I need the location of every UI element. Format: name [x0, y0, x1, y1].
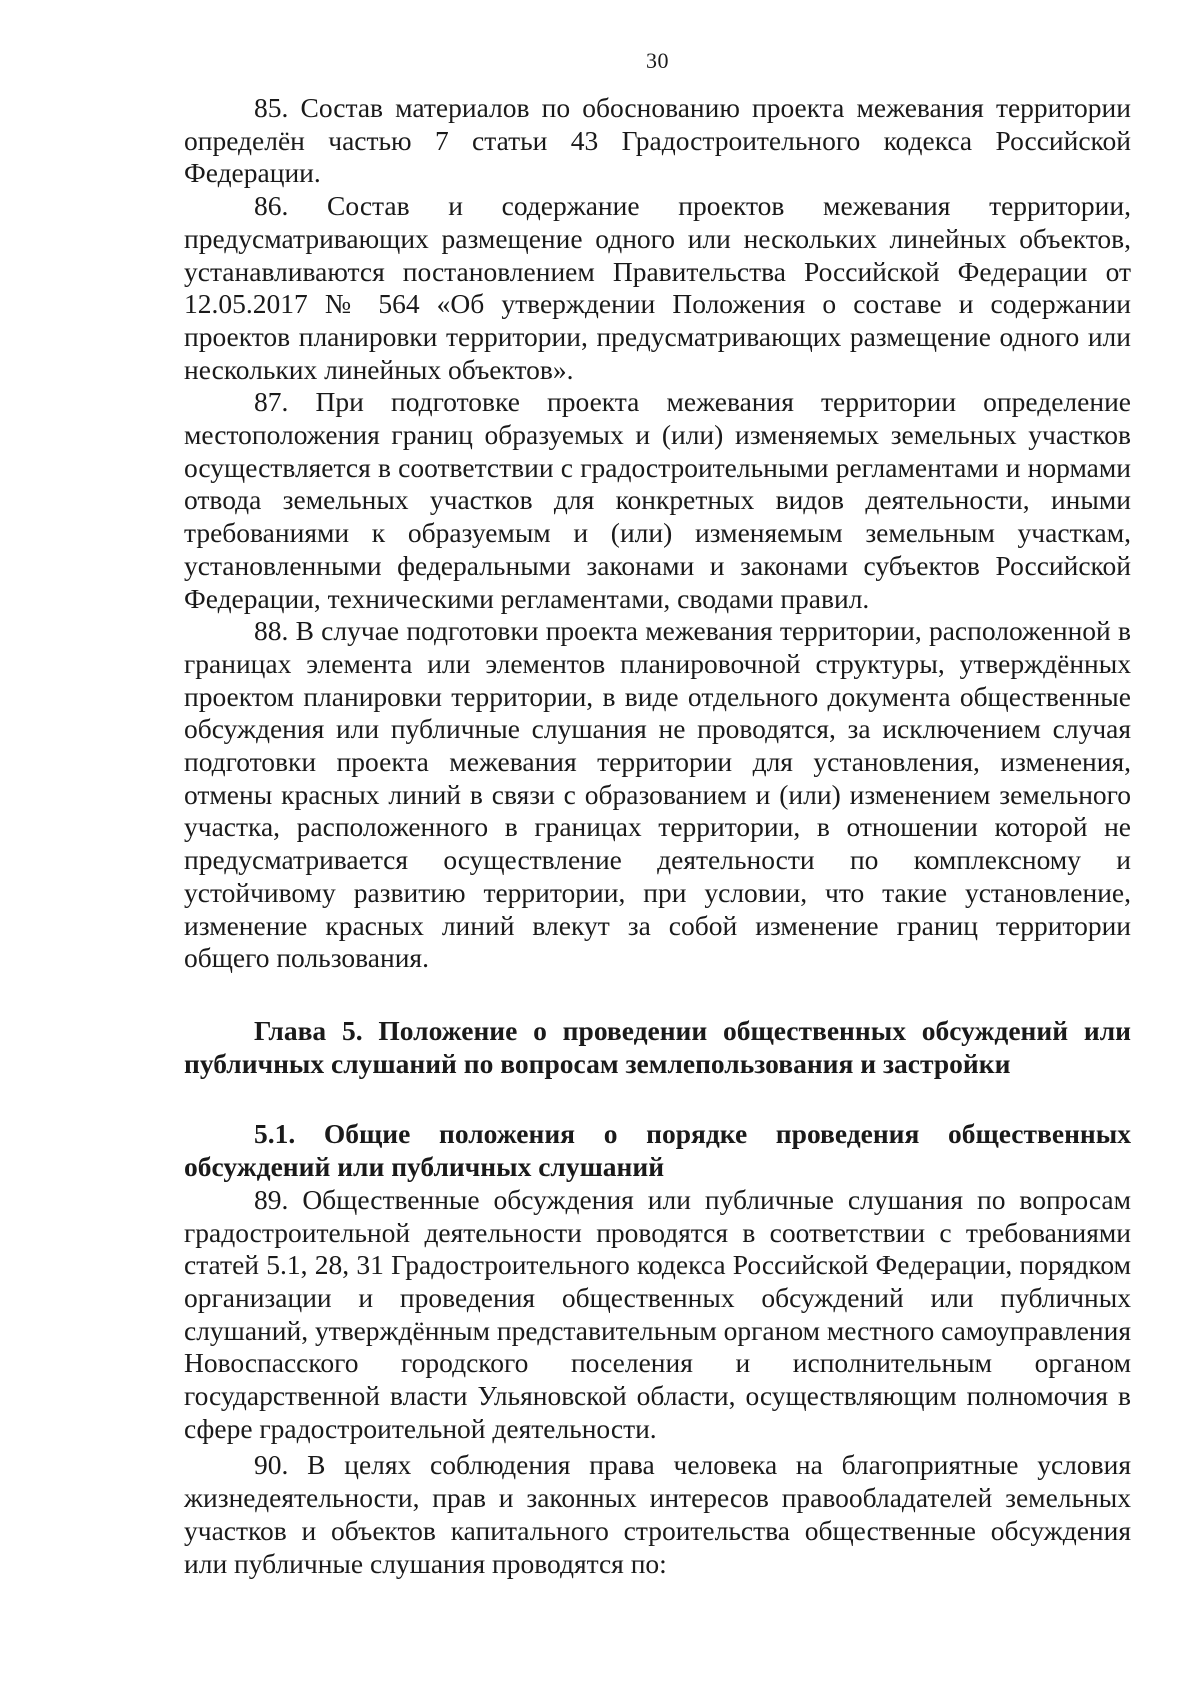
paragraph-85: 85. Состав материалов по обоснованию проекта межевания территории определён частью 7 статьи 43 Градостроительного кодекса Российской Федерации.: [184, 92, 1131, 189]
paragraph-89: 89. Общественные обсуждения или публичные слушания по вопросам градостроительной деятельности проводятся в соответствии с требованиями статей 5.1, 28, 31 Градостроительного кодекса Российской Федерации, порядком организации и проведения общественных обсуждений или публичных слушаний, утверждённым представительным органом местного самоуправления Новоспасского городского поселения и исполнительным органом государственной власти Ульяновской области, осуществляющим полномочия в сфере градостроительной деятельности.: [184, 1183, 1131, 1444]
chapter-heading: Глава 5. Положение о проведении общественных обсуждений или публичных слушаний по вопросам землепользования и застройки: [184, 1014, 1131, 1079]
paragraph-90: 90. В целях соблюдения права человека на благоприятные условия жизнедеятельности, прав и законных интересов правообладателей земельных участков и объектов капитального строительства общественные обсуждения или публичные слушания проводятся по:: [184, 1449, 1131, 1579]
section-heading: 5.1. Общие положения о порядке проведения общественных обсуждений или публичных слушаний: [184, 1118, 1131, 1183]
paragraph-88: 88. В случае подготовки проекта межевания территории, расположенной в границах элемента или элементов планировочной структуры, утверждённых проектом планировки территории, в виде отдельного документа общественные обсуждения или публичные слушания не проводятся, за исключением случая подготовки проекта межевания территории для установления, изменения, отмены красных линий в связи с образованием и (или) изменением земельного участка, расположенного в границах территории, в отношении которой не предусматривается осуществление деятельности по комплексному и устойчивому развитию территории, при условии, что такие установление, изменение красных линий влекут за собой изменение границ территории общего пользования.: [184, 615, 1131, 974]
document-page: [184, 48, 1131, 1580]
paragraph-87: 87. При подготовке проекта межевания территории определение местоположения границ образуемых и (или) изменяемых земельных участков осуществляется в соответствии с градостроительными регламентами и нормами отвода земельных участков для конкретных видов деятельности, иными требованиями к образуемым и (или) изменяемым земельным участкам, установленными федеральными законами и законами субъектов Российской Федерации, техническими регламентами, сводами правил.: [184, 386, 1131, 614]
paragraph-86: 86. Состав и содержание проектов межевания территории, предусматривающих размещение одного или нескольких линейных объектов, устанавливаются постановлением Правительства Российской Федерации от 12.05.2017 № 564 «Об утверждении Положения о составе и содержании проектов планировки территории, предусматривающих размещение одного или нескольких линейных объектов».: [184, 190, 1131, 385]
page-number: 30: [646, 48, 669, 73]
